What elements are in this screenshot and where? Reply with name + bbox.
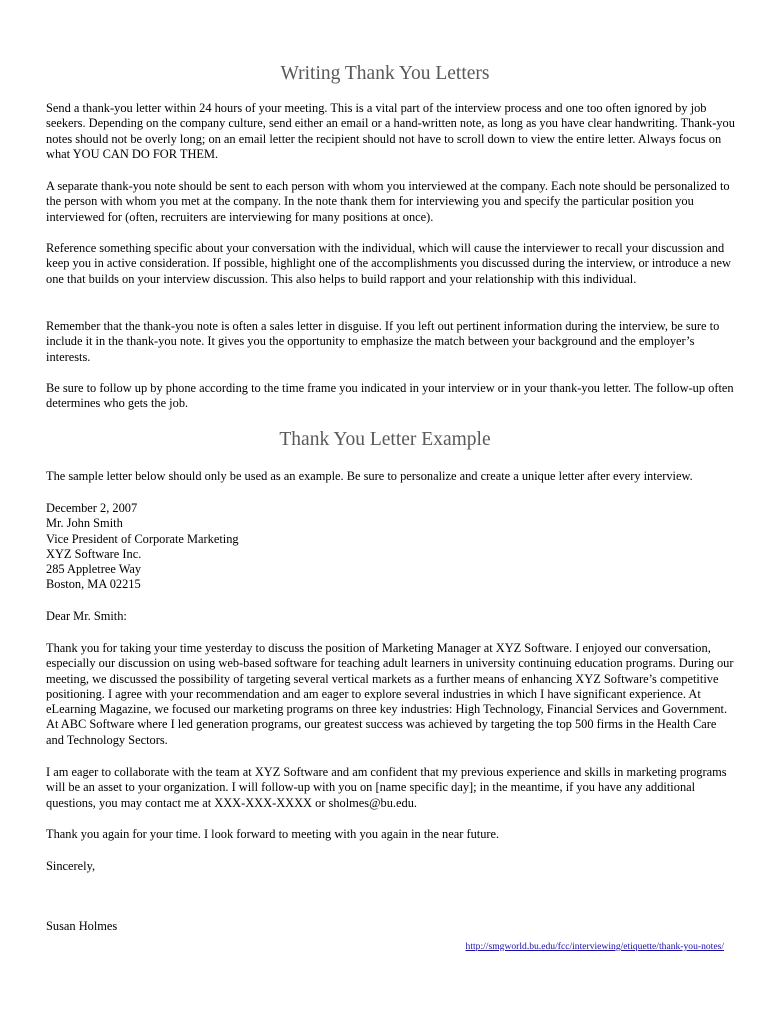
example-heading: Thank You Letter Example [279,429,491,450]
recipient-title: Vice President of Corporate Marketing [46,531,239,546]
letter-body-paragraph-1: Thank you for taking your time yesterday to discuss the position of Marketing Manager at XYZ Software. I enjoyed our conversation, especially our discussion on using web-based software for teaching adult learners in university continuing education programs. During our meeting, we discussed the possibility of targeting several vertical markets as a further means of enhancing XYZ Software’s competitive positioning. I agree with your recommendation and am eager to explore several industries in which I have significant experience. At eLearning Magazine, we focused our marketing programs on three key industries: High Technology, Financial Services and Government. At ABC Software where I led generation programs, our greatest success was achieved by targeting the top 500 firms in the Health Care and Technology Sectors. [46,641,734,747]
paragraph-separate-note: A separate thank-you note should be sent to each person with whom you interviewed at the company. Each note should be personalized to the person with whom you met at the company. In the note thank them for interviewing you and specify the particular position you interviewed for (often, recruiters are interviewing for many positions at once). [46,179,730,224]
recipient-company: XYZ Software Inc. [46,546,142,561]
letter-address-block [46,501,736,593]
letter-closing: Sincerely, [46,859,96,873]
letter-body-paragraph-2: I am eager to collaborate with the team at XYZ Software and am confident that my previous experience and skills in marketing programs will be an asset to your organization. I will follow-up with you on [name specific day]; in the meantime, if you have any additional questions, you may contact me at XXX-XXX-XXXX or sholmes@bu.edu. [46,765,727,810]
letter-signature: Susan Holmes [46,919,118,933]
letter-body-paragraph-3: Thank you again for your time. I look forward to meeting with you again in the near future. [46,827,500,841]
letter-date: December 2, 2007 [46,501,138,515]
recipient-city: Boston, MA 02215 [46,577,141,592]
example-intro: The sample letter below should only be used as an example. Be sure to personalize and create a unique letter after every interview. [46,469,693,483]
paragraph-reference-specific: Reference something specific about your conversation with the individual, which will cause the interviewer to recall your discussion and keep you in active consideration. If possible, highlight one of the accomplishments you discussed during the interview, or introduce a new one that builds on your interview discussion. This also helps to build rapport and your relationship with this individual. [46,241,731,286]
paragraph-follow-up: Be sure to follow up by phone according to the time frame you indicated in your interview or in your thank-you letter. The follow-up often determines who gets the job. [46,381,734,411]
letter-salutation: Dear Mr. Smith: [46,609,127,623]
recipient-name: Mr. John Smith [46,516,123,531]
paragraph-sales-letter: Remember that the thank-you note is often a sales letter in disguise. If you left out pertinent information during the interview, be sure to include it in the thank-you note. It gives you the opportunity to emphasize the match between your background and the employer’s interests. [46,319,720,364]
page-title: Writing Thank You Letters [280,63,490,84]
paragraph-send-within-24-hours: Send a thank-you letter within 24 hours of your meeting. This is a vital part of the interview process and one too often ignored by job seekers. Depending on the company culture, send either an email or a hand-written note, as long as you have clear handwriting. Thank-you notes should not be overly long; on an email letter the recipient should not have to scroll down to view the entire letter. Always focus on what YOU CAN DO FOR THEM. [46,101,735,161]
source-url-link[interactable]: http://smgworld.bu.edu/fcc/interviewing/etiquette/thank-you-notes/ [465,941,724,952]
recipient-street: 285 Appletree Way [46,562,142,577]
